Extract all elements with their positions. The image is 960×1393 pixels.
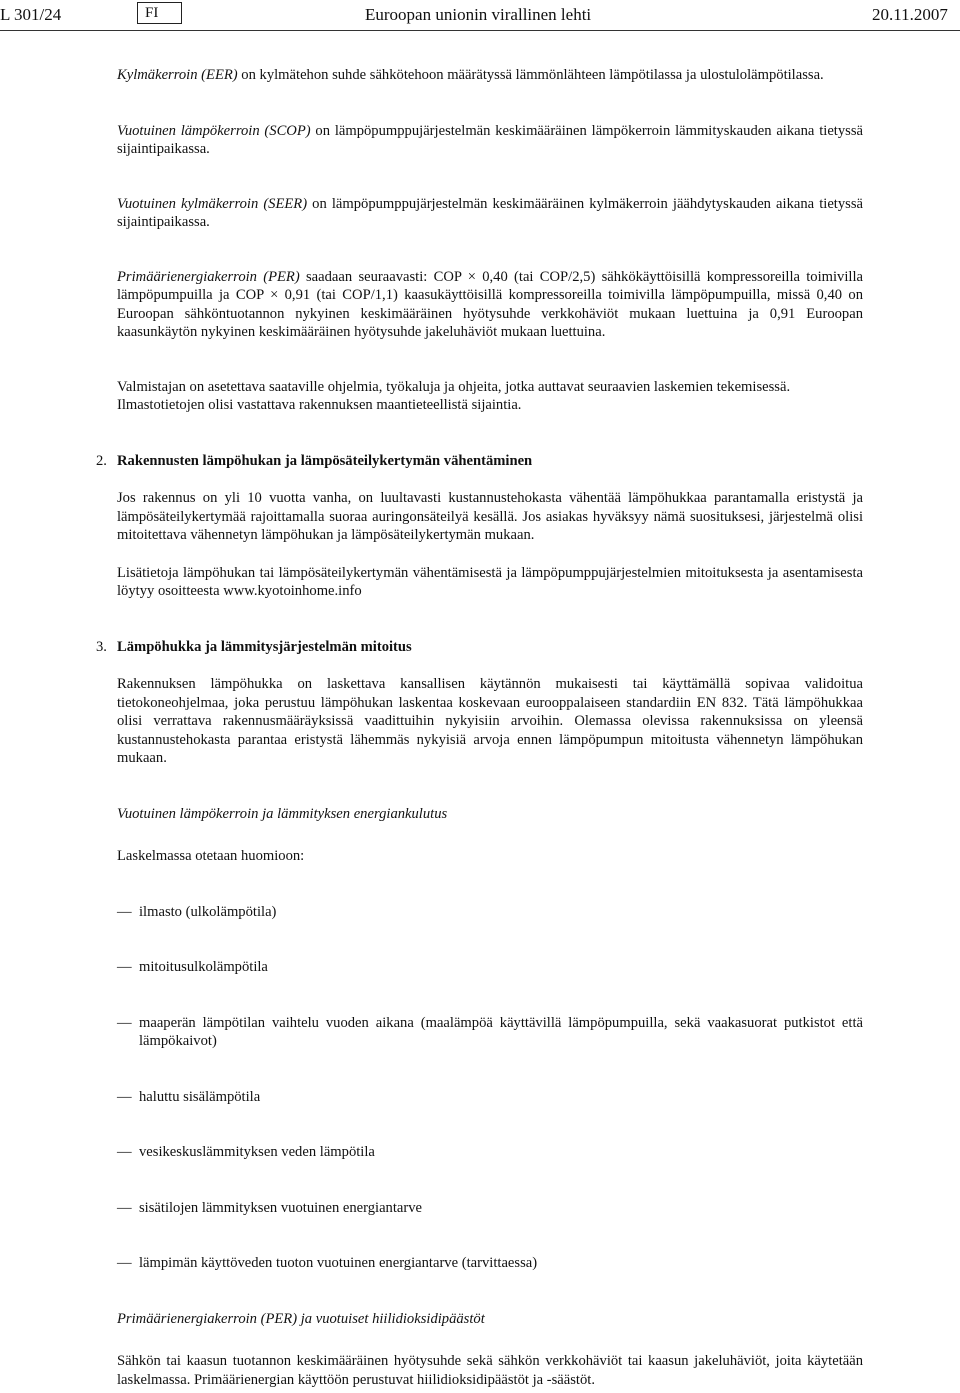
paragraph-renovation: Jos rakennus on yli 10 vuotta vanha, on luultavasti kustannustehokasta vähentää lämpöhukkaa parantamalla eristystä ja lämpösäteilykertymää rajoittamalla suoraa auringonsäteilyä kesällä. Jos asiakas hyväksyy nämä suosituksesi, järjestelmä olisi mitoitettava vähennetyn lämpöhukan ja lämpösäteilykertymän mukaan. (117, 490, 863, 543)
list-dash: — (117, 1199, 132, 1216)
paragraph-per (117, 268, 863, 342)
section-number-3: 3. (96, 638, 107, 655)
list-item (117, 1088, 863, 1107)
section-heading-2 (96, 452, 863, 471)
term-per: Primäärienergiakerroin (PER) (117, 268, 300, 285)
list-item-text: sisätilojen lämmityksen vuotuinen energiantarve (139, 1199, 423, 1216)
list-item (117, 903, 863, 922)
definition-scop: on lämpöpumppujärjestelmän keskimääräinen lämpökerroin lämmityskauden aikana tietyssä sijaintipaikassa. (117, 122, 863, 157)
list-item-text: maaperän lämpötilan vaihtelu vuoden aikana (maalämpöä käyttävillä lämpöpumpuilla, sekä vaakasuorat putkistot että lämpökaivot) (139, 1014, 863, 1049)
paragraph-heat-loss: Rakennuksen lämpöhukka on laskettava kansallisen käytännön mukaisesti tai käyttämällä sopivaa validoitua tietokoneohjelmaa, joka perustuu lämpöhukan laskentaa koskevaan eurooppalaiseen standardiin EN 832. Tätä lämpöhukkaa olisi verrattava rakennusmääräyksissä vaadittuihin nykyisiin arvoihin. Olemassa olevissa rakennuksissa on yleensä kustannustehokasta parantaa eristystä lähemmäs nykyisiä arvoja ennen lämpöpumpun mitoitusta vähennetyn lämpöhukan mukaan. (117, 676, 863, 766)
paragraph-efficiency: Sähkön tai kaasun tuotannon keskimääräinen hyötysuhde sekä sähkön verkkohäviöt tai kaasun jakeluhäviöt, joita käytetään laskelmassa. Primäärienergian käyttöön perustuvat hiilidioksidipäästöt ja -säästöt. (117, 1353, 863, 1388)
term-eer: Kylmäkerroin (EER) (117, 67, 238, 83)
list-item-text: vesikeskuslämmityksen veden lämpötila (139, 1144, 375, 1160)
header-rule (0, 30, 960, 31)
page-header (0, 0, 960, 30)
list-dash: — (117, 959, 132, 975)
section-title-3: Lämpöhukka ja lämmitysjärjestelmän mitoitus (117, 638, 412, 655)
paragraph-more-info: Lisätietoja lämpöhukan tai lämpösäteilykertymän vähentämisestä ja lämpöpumppujärjestelmien mitoituksesta ja asentamisesta löytyy osoitteesta www.kyotoinhome.info (117, 564, 863, 599)
section-number-2: 2. (96, 452, 107, 469)
section-heading-3 (96, 638, 863, 657)
term-seer: Vuotuinen kylmäkerroin (SEER) (117, 195, 308, 212)
list-item (117, 1143, 863, 1162)
list-dash: — (117, 1014, 132, 1031)
list-dash: — (117, 1255, 132, 1271)
list-item-text: mitoitusulkolämpötila (139, 959, 268, 975)
list-item (117, 1199, 863, 1218)
paragraph-seer (117, 195, 863, 232)
subheading-per-co2: Primäärienergiakerroin (PER) ja vuotuiset hiilidioksidipäästöt (117, 1310, 485, 1327)
list-item-text: ilmasto (ulkolämpötila) (139, 903, 277, 920)
definition-eer: on kylmätehon suhde sähkötehoon määrätyssä lämmönlähteen lämpötilassa ja ulostulolämpötilassa. (237, 67, 824, 83)
list-dash: — (117, 903, 132, 920)
paragraph-scop (117, 122, 863, 159)
term-scop: Vuotuinen lämpökerroin (SCOP) (117, 122, 311, 139)
definition-per: saadaan seuraavasti: COP × 0,40 (tai COP/2,5) sähkökäyttöisillä kompressoreilla toimivilla lämpöpumpuilla ja COP × 0,91 (tai COP/1,1) kaasukäyttöisillä kompressoreilla toimivilla lämpöpumpuilla, missä 0,40 on Euroopan sähköntuotannon nykyinen keskimääräinen hyötysuhde verkkohäviöt mukaan luettuina ja 0,91 Euroopan kaasunkäytön nykyinen keskimääräinen hyötysuhde jakeluhäviöt mukaan luettuina. (117, 268, 863, 340)
list-dash: — (117, 1088, 132, 1105)
publication-date: 20.11.2007 (872, 5, 948, 24)
paragraph-eer (117, 66, 863, 85)
paragraph-manufacturer (117, 378, 863, 415)
subheading-scop-energy: Vuotuinen lämpökerroin ja lämmityksen energiankulutus (117, 805, 448, 822)
list-item (117, 1014, 863, 1051)
definition-seer: on lämpöpumppujärjestelmän keskimääräinen kylmäkerroin jäähdytyskauden aikana tietyssä sijaintipaikassa. (117, 195, 863, 230)
list-item-text: lämpimän käyttöveden tuoton vuotuinen energiantarve (tarvittaessa) (139, 1255, 538, 1271)
manufacturer-line-2: Ilmastotietojen olisi vastattava rakennuksen maantieteellistä sijaintia. (117, 397, 522, 413)
list-item (117, 1254, 863, 1273)
journal-title: Euroopan unionin virallinen lehti (365, 5, 592, 24)
language-badge: FI (137, 2, 182, 24)
list-dash: — (117, 1144, 132, 1160)
paragraph-calc-intro: Laskelmassa otetaan huomioon: (117, 848, 305, 864)
document-body (96, 66, 863, 1389)
page-reference: L 301/24 (0, 5, 62, 24)
list-item (117, 958, 863, 977)
consideration-list (117, 903, 863, 1273)
manufacturer-line-1: Valmistajan on asetettava saataville ohjelmia, työkaluja ja ohjeita, jotka auttavat seuraavien laskemien tekemisessä. (117, 378, 791, 395)
section-title-2: Rakennusten lämpöhukan ja lämpösäteilykertymän vähentäminen (117, 452, 533, 469)
list-item-text: haluttu sisälämpötila (139, 1088, 261, 1105)
